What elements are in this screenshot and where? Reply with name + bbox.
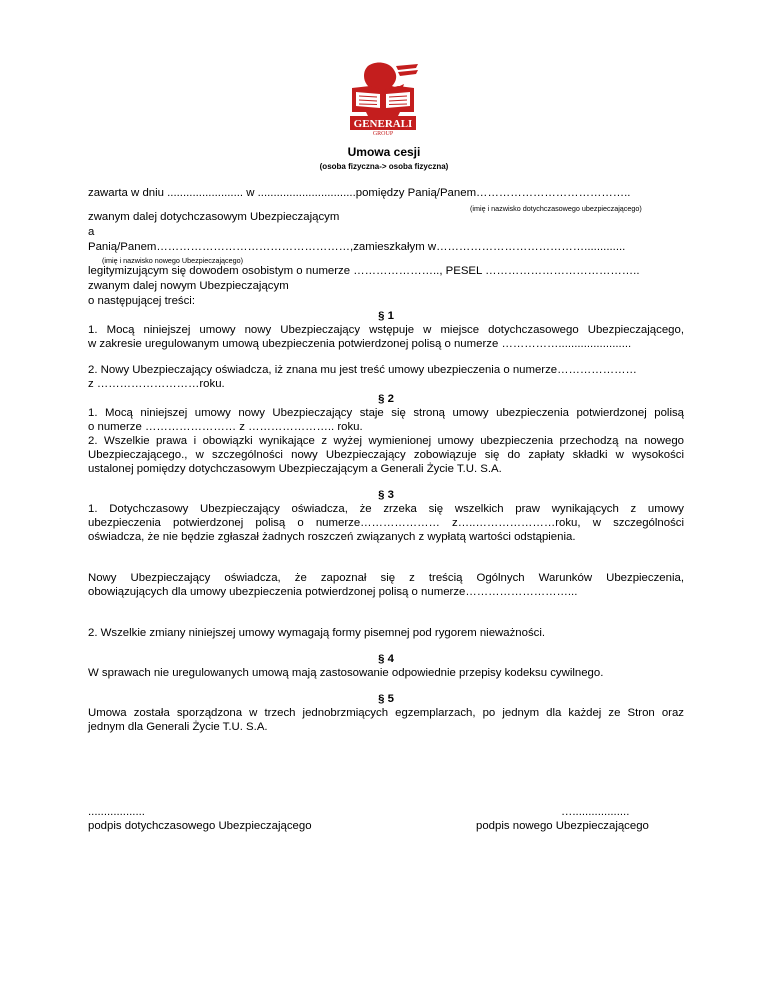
signature-right-label: podpis nowego Ubezpieczającego — [476, 820, 649, 832]
section-2-paragraph-1-line-1: 1. Mocą niniejszej umowy nowy Ubezpieczający staje się stroną umowy ubezpieczenia potwierdzonej polisą — [88, 407, 684, 419]
signature-left-dots: .................. — [88, 806, 145, 818]
section-1-paragraph-1-line-1: 1. Mocą niniejszej umowy nowy Ubezpieczający wstępuje w miejsce dotychczasowego Ubezpieczającego, — [88, 324, 684, 336]
generali-lion-icon — [346, 60, 420, 136]
section-1-paragraph-2-line-2: z ………………………roku. — [88, 378, 225, 390]
section-1-paragraph-2-line-1: 2. Nowy Ubezpieczający oświadcza, iż znana mu jest treść umowy ubezpieczenia o numerze………………… — [88, 364, 637, 376]
section-4-paragraph-1: W sprawach nie uregulowanych umową mają zastosowanie odpowiednie przepisy kodeksu cywilnego. — [88, 667, 604, 679]
section-3-paragraph-1-line-3: oświadcza, że nie będzie zgłaszał żadnych roszczeń związanych z wypłatą wartości odstąpienia. — [88, 531, 576, 543]
section-1-paragraph-1-line-2: w zakresie uregulowanym umową ubezpieczenia potwierdzonej polisą o numerze ……………....................... — [88, 338, 632, 350]
intro-and-line: a — [88, 226, 95, 238]
section-3-heading: § 3 — [378, 489, 394, 501]
section-2-heading: § 2 — [378, 393, 394, 405]
section-3-paragraph-1-line-2: ubezpieczenia potwierdzonej polisą o numerze………………… z…..…………………roku, w szczególności — [88, 517, 684, 529]
section-5-heading: § 5 — [378, 693, 394, 705]
section-3-paragraph-3: 2. Wszelkie zmiany niniejszej umowy wymagają formy pisemnej pod rygorem nieważności. — [88, 627, 546, 639]
intro-new-insured-line: Panią/Panem……………………………………………,zamieszkałym w…………………………………............. — [88, 241, 626, 253]
intro-previous-insured-line: zwanym dalej dotychczasowym Ubezpieczającym — [88, 211, 340, 223]
intro-id-pesel-line: legitymizującym się dowodem osobistym o numerze ………………….., PESEL ………………………………….. — [88, 265, 640, 277]
intro-following-content-line: o następującej treści: — [88, 295, 196, 307]
section-5-paragraph-1-line-1: Umowa została sporządzona w trzech jednobrzmiących egzemplarzach, po jednym dla każdej ze Stron oraz — [88, 707, 684, 719]
section-3-paragraph-1-line-1: 1. Dotychczasowy Ubezpieczający oświadcza, że zrzeka się wszelkich praw wynikających z umowy — [88, 503, 684, 515]
document-title: Umowa cesji — [347, 145, 421, 159]
section-4-heading: § 4 — [378, 653, 394, 665]
signature-right-dots: ….................. — [561, 806, 630, 818]
section-2-paragraph-2-line-1: 2. Wszelkie prawa i obowiązki wynikające z wyżej wymienionej umowy ubezpieczenia przechodzą na nowego — [88, 435, 684, 447]
section-1-heading: § 1 — [378, 310, 394, 322]
generali-logo — [346, 60, 420, 136]
intro-note-previous-insured: (imię i nazwisko dotychczasowego ubezpieczającego) — [470, 204, 642, 213]
logo-brand-text: GENERALI — [353, 118, 413, 130]
document-subtitle: (osoba fizyczna-> osoba fizyczna) — [319, 162, 449, 171]
section-3-paragraph-2-line-2: obowiązujących dla umowy ubezpieczenia potwierdzonej polisą o numerze………………………... — [88, 586, 578, 598]
intro-note-new-insured: (imię i nazwisko nowego Ubezpieczającego) — [102, 256, 244, 265]
section-2-paragraph-1-line-2: o numerze …………………… z ………………….. roku. — [88, 421, 363, 433]
section-2-paragraph-2-line-2: Ubezpieczającego., w szczególności nowy Ubezpieczający zobowiązuje się do zapłaty składki w wysokości — [88, 449, 684, 461]
signature-left-label: podpis dotychczasowego Ubezpieczającego — [88, 820, 312, 832]
logo-group-text: GROUP — [372, 131, 394, 136]
section-2-paragraph-2-line-3: ustalonej pomiędzy dotychczasowym Ubezpieczającym a Generali Życie T.U. S.A. — [88, 463, 502, 475]
section-3-paragraph-2-line-1: Nowy Ubezpieczający oświadcza, że zapoznał się z treścią Ogólnych Warunków Ubezpieczenia, — [88, 572, 684, 584]
intro-new-insured-named-line: zwanym dalej nowym Ubezpieczającym — [88, 280, 289, 292]
intro-date-place-line: zawarta w dniu ........................ w ...............................pomiędzy Panią/Panem………………………………….. — [88, 187, 631, 199]
section-5-paragraph-1-line-2: jednym dla Generali Życie T.U. S.A. — [88, 721, 268, 733]
